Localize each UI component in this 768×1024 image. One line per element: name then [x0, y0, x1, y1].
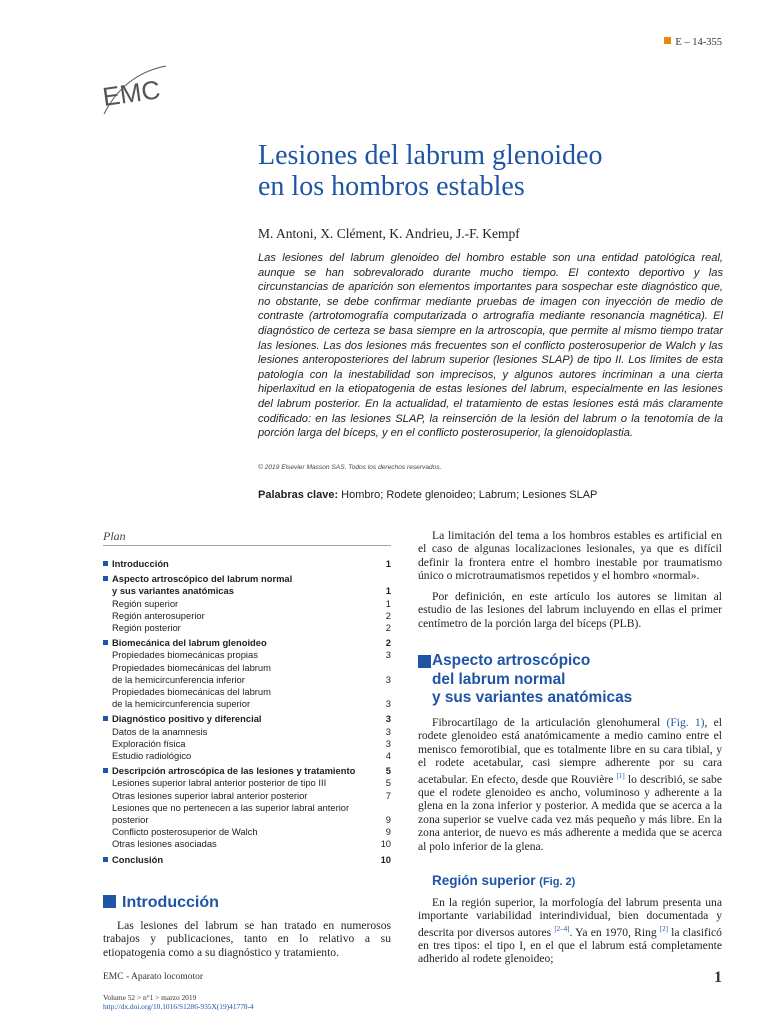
article-title: Lesiones del labrum glenoideo en los hombros estables — [258, 140, 603, 202]
intro-paragraph: Las lesiones del labrum se han tratado en numerosos trabajos y publicaciones, tanto en lo relativo a su etiopatogenia como a su diagnóstico y tratamiento. — [103, 919, 391, 959]
toc-label: Biomecánica del labrum glenoideo — [112, 637, 267, 649]
toc-subsection-item[interactable] — [103, 738, 391, 750]
paragraph: La limitación del tema a los hombros estables es artificial en el caso de algunas localizaciones lesionales, ya que es difícil definir la frontera entre el hombro inestable por traumatismo único o microtraumatismos repetidos y el hombro «normal». — [418, 529, 722, 583]
toc-subsection-item[interactable] — [103, 826, 391, 838]
toc-section-item[interactable] — [103, 713, 391, 725]
toc-label: Región posterior — [112, 622, 181, 634]
page-number: 1 — [714, 969, 722, 986]
toc-label: Región anterosuperior — [112, 609, 205, 621]
toc-label: Otras lesiones asociadas — [112, 838, 217, 850]
toc-subsection-item[interactable] — [103, 802, 391, 814]
toc-section-item[interactable] — [103, 558, 391, 570]
toc-label: Propiedades biomecánicas del labrum — [112, 661, 271, 673]
toc-subsection-item[interactable] — [103, 726, 391, 738]
toc-label: y sus variantes anatómicas — [112, 585, 234, 597]
blue-square-icon — [418, 655, 431, 668]
toc-label: Estudio radiológico — [112, 750, 192, 762]
blue-bullet-icon — [103, 640, 108, 645]
blue-square-icon — [103, 895, 116, 908]
toc-subsection-item[interactable] — [103, 814, 391, 826]
toc-label: Diagnóstico positivo y diferencial — [112, 713, 262, 725]
svg-text:EMC: EMC — [100, 74, 163, 112]
toc-label: Descripción artroscópica de las lesiones y tratamiento — [112, 765, 356, 777]
toc-subsection-item[interactable] — [103, 622, 391, 634]
toc-page-number: 3 — [385, 737, 391, 749]
blue-bullet-icon — [103, 576, 108, 581]
toc-page-number: 2 — [385, 637, 391, 649]
figure-link[interactable]: (Fig. 1) — [666, 716, 705, 729]
toc-label: Otras lesiones superior labral anterior posterior — [112, 789, 308, 801]
toc-section-item[interactable] — [103, 854, 391, 866]
authors: M. Antoni, X. Clément, K. Andrieu, J.-F. Kempf — [258, 226, 520, 241]
toc-subsection-item[interactable] — [103, 750, 391, 762]
toc-page-number: 1 — [385, 597, 391, 609]
section-heading-introduccion: Introducción — [103, 894, 219, 912]
toc-section-item[interactable] — [103, 765, 391, 777]
blue-bullet-icon — [103, 561, 108, 566]
toc-section-item[interactable] — [103, 573, 391, 585]
toc-page-number: 10 — [380, 838, 391, 850]
reference-link[interactable]: [1] — [616, 771, 625, 780]
toc-label: de la hemicircunferencia inferior — [112, 673, 245, 685]
region-paragraph: En la región superior, la morfología del labrum presenta una importante variabilidad interindividual, bien documentada y descrita por diversos autores [2–4]. Ya en 1970, Ring [2] la clasificó en tres tipos: el tipo I, en el que el labrum está completamente adherido al rodete glenoideo; — [418, 896, 722, 966]
toc-subsection-item[interactable] — [103, 698, 391, 710]
toc-label: Datos de la anamnesis — [112, 725, 208, 737]
toc-subsection-item[interactable] — [103, 585, 391, 597]
reference-link[interactable]: [2] — [659, 924, 668, 933]
figure-link[interactable]: (Fig. 2) — [539, 876, 576, 888]
toc-label: Conflicto posterosuperior de Walch — [112, 826, 258, 838]
toc-label: Propiedades biomecánicas propias — [112, 649, 258, 661]
toc-page-number: 10 — [380, 853, 391, 865]
toc-page-number: 3 — [385, 673, 391, 685]
abstract: Las lesiones del labrum glenoideo del hombro estable son una entidad patológica real, aunque se han sobrevalorado durante mucho tiempo. El contexto deportivo y las circunstancias de aparición son elementos importantes para sospechar este diagnóstico que, no obstante, se debe confirmar mediante pruebas de imagen con inyección de medio de contraste (artrotomografía computarizada o artrografía mediante resonancia magnética). El diagnóstico de certeza se basa siempre en la artroscopia, que permite al mismo tiempo tratar las lesiones. Las dos lesiones más frecuentes son el conflicto posterosuperior de Walch y las lesiones anteroposteriores del labrum superior (lesiones SLAP) de tipo II. Los límites de esta patología con la inestabilidad son imprecisos, y algunos autores incriminan a una cierta hiperlaxitud en la etiopatogenia de estas lesiones del labrum, especialmente en las lesiones del labrum posterior. En la actualidad, el tratamiento de estas lesiones está más claramente codificado: en las lesiones SLAP, la reinserción de la lesión del labrum o la tenotomía de la porción larga del bíceps, y en el conflicto posterosuperior, la glenoidoplastia. — [258, 252, 723, 440]
toc-subsection-item[interactable] — [103, 598, 391, 610]
toc-page-number: 3 — [385, 649, 391, 661]
subsection-heading-region-superior: Región superior (Fig. 2) — [432, 873, 576, 888]
toc-page-number — [377, 802, 391, 814]
keywords: Palabras clave: Hombro; Rodete glenoideo; Labrum; Lesiones SLAP — [258, 489, 598, 501]
toc-subsection-item[interactable] — [103, 790, 391, 802]
toc-page-number: 9 — [385, 826, 391, 838]
copyright: © 2019 Elsevier Masson SAS. Todos los derechos reservados. — [258, 464, 442, 471]
divider — [103, 545, 391, 546]
toc-subsection-item[interactable] — [103, 649, 391, 661]
toc-page-number: 5 — [385, 765, 391, 777]
paragraph: Por definición, en este artículo los autores se limitan al estudio de las lesiones del labrum incluyendo en ellas el primer centímetro de la porción larga del bíceps (PLB). — [418, 590, 722, 630]
reference-link[interactable]: [2–4] — [554, 924, 570, 933]
toc-label: de la hemicircunferencia superior — [112, 698, 251, 710]
blue-bullet-icon — [103, 768, 108, 773]
toc-page-number — [377, 686, 391, 698]
toc-page-number: 2 — [385, 609, 391, 621]
toc-subsection-item[interactable] — [103, 674, 391, 686]
emc-logo — [100, 62, 170, 122]
blue-bullet-icon — [103, 716, 108, 721]
toc-subsection-item[interactable] — [103, 686, 391, 698]
toc-label: Exploración física — [112, 737, 186, 749]
toc-label: Propiedades biomecánicas del labrum — [112, 686, 271, 698]
toc-page-number: 5 — [385, 777, 391, 789]
toc-label: Introducción — [112, 558, 169, 569]
toc-page-number — [377, 573, 391, 585]
aspect-paragraph: Fibrocartílago de la articulación glenohumeral (Fig. 1), el rodete glenoideo está anatómicamente a medio camino entre el menisco femorotibial, que es totalmente libre en su cara tibial, y el rodete acetabular, casi siempre adherente por su cara acetabular. En efecto, desde que Rouvière [1] lo describió, se sabe que el rodete glenoideo es ancho, voluminoso y adherente a la glena en la zona inferior y posterior. A medida que se acerca a la zona superior se vuelve cada vez más pequeño y más libre. En la zona anterior, de nuevo es más adherente a medida que se acerca al polo inferior de la glena. — [418, 716, 723, 853]
volume-info: Volume 52 > n°1 > marzo 2019 http://dx.doi.org/10.1016/S1286-935X(19)41778-4 — [103, 993, 254, 1011]
toc-page-number: 4 — [385, 750, 391, 762]
toc-subsection-item[interactable] — [103, 838, 391, 850]
toc-label: Aspecto artroscópico del labrum normal — [112, 573, 293, 585]
blue-bullet-icon — [103, 857, 108, 862]
plan-title: Plan — [103, 529, 126, 543]
toc-page-number: 1 — [385, 558, 391, 569]
table-of-contents — [103, 558, 391, 866]
toc-subsection-item[interactable] — [103, 610, 391, 622]
toc-label: Lesiones superior labral anterior posterior de tipo III — [112, 777, 327, 789]
orange-square-icon — [664, 37, 671, 44]
toc-page-number: 7 — [385, 789, 391, 801]
toc-section-item[interactable] — [103, 637, 391, 649]
toc-label: Conclusión — [112, 853, 164, 865]
toc-page-number — [377, 662, 391, 674]
section-heading-aspecto: Aspecto artroscópico del labrum normal y sus variantes anatómicas — [432, 652, 632, 708]
article-code: E – 14-355 — [664, 37, 722, 48]
toc-label: Lesiones que no pertenecen a las superior labral anterior — [112, 801, 350, 813]
toc-page-number: 3 — [385, 698, 391, 710]
toc-page-number: 9 — [385, 814, 391, 826]
toc-label: posterior — [112, 814, 149, 826]
doi-link[interactable]: http://dx.doi.org/10.1016/S1286-935X(19)41778-4 — [103, 1002, 254, 1011]
toc-page-number: 3 — [385, 713, 391, 725]
toc-page-number: 1 — [385, 585, 391, 597]
toc-page-number: 2 — [385, 622, 391, 634]
toc-label: Región superior — [112, 597, 179, 609]
journal-name: EMC - Aparato locomotor — [103, 972, 203, 982]
toc-page-number: 3 — [385, 725, 391, 737]
toc-subsection-item[interactable] — [103, 777, 391, 789]
toc-subsection-item[interactable] — [103, 662, 391, 674]
